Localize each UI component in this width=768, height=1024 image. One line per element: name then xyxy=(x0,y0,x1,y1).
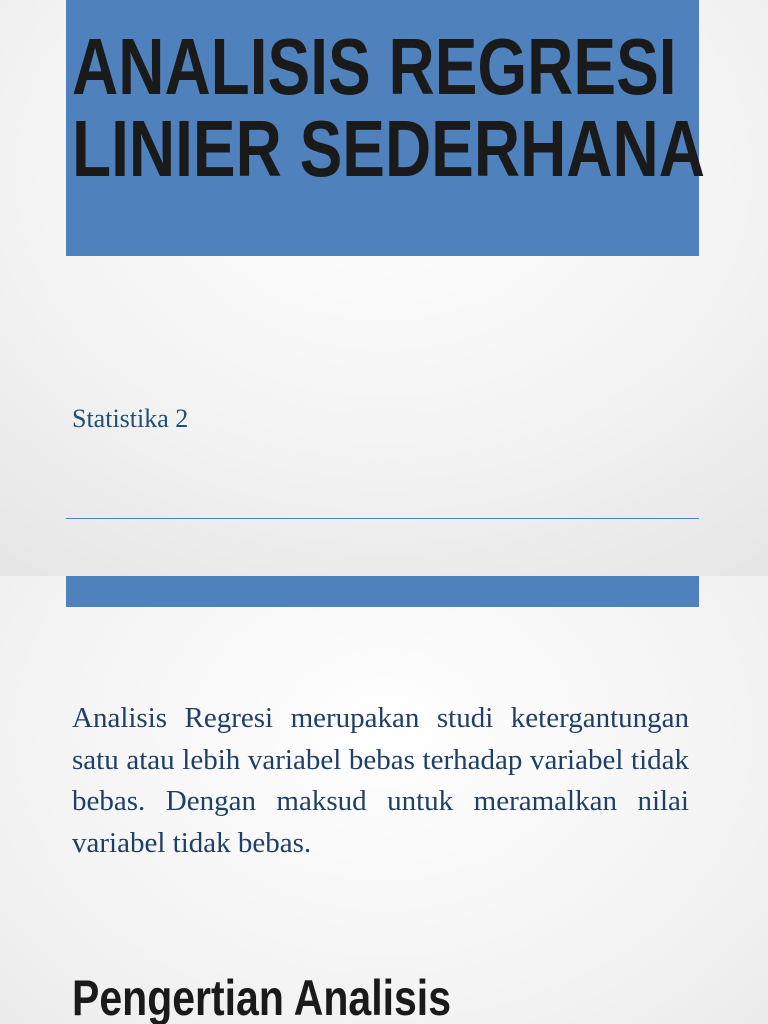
divider-line xyxy=(66,518,699,519)
title-line-2: LINIER SEDERHANA xyxy=(72,104,705,193)
section-title: Pengertian Analisis xyxy=(72,970,451,1024)
slide-title xyxy=(72,22,705,193)
header-band xyxy=(66,576,699,607)
body-paragraph: Analisis Regresi merupakan studi ketergantungan satu atau lebih variabel bebas terhadap variabel tidak bebas. Dengan maksud untuk meramalkan nilai variabel tidak bebas. xyxy=(72,702,689,859)
slide-subtitle: Statistika 2 xyxy=(72,404,189,433)
title-line-1: ANALISIS REGRESI xyxy=(72,22,677,111)
content-slide xyxy=(0,576,768,1024)
